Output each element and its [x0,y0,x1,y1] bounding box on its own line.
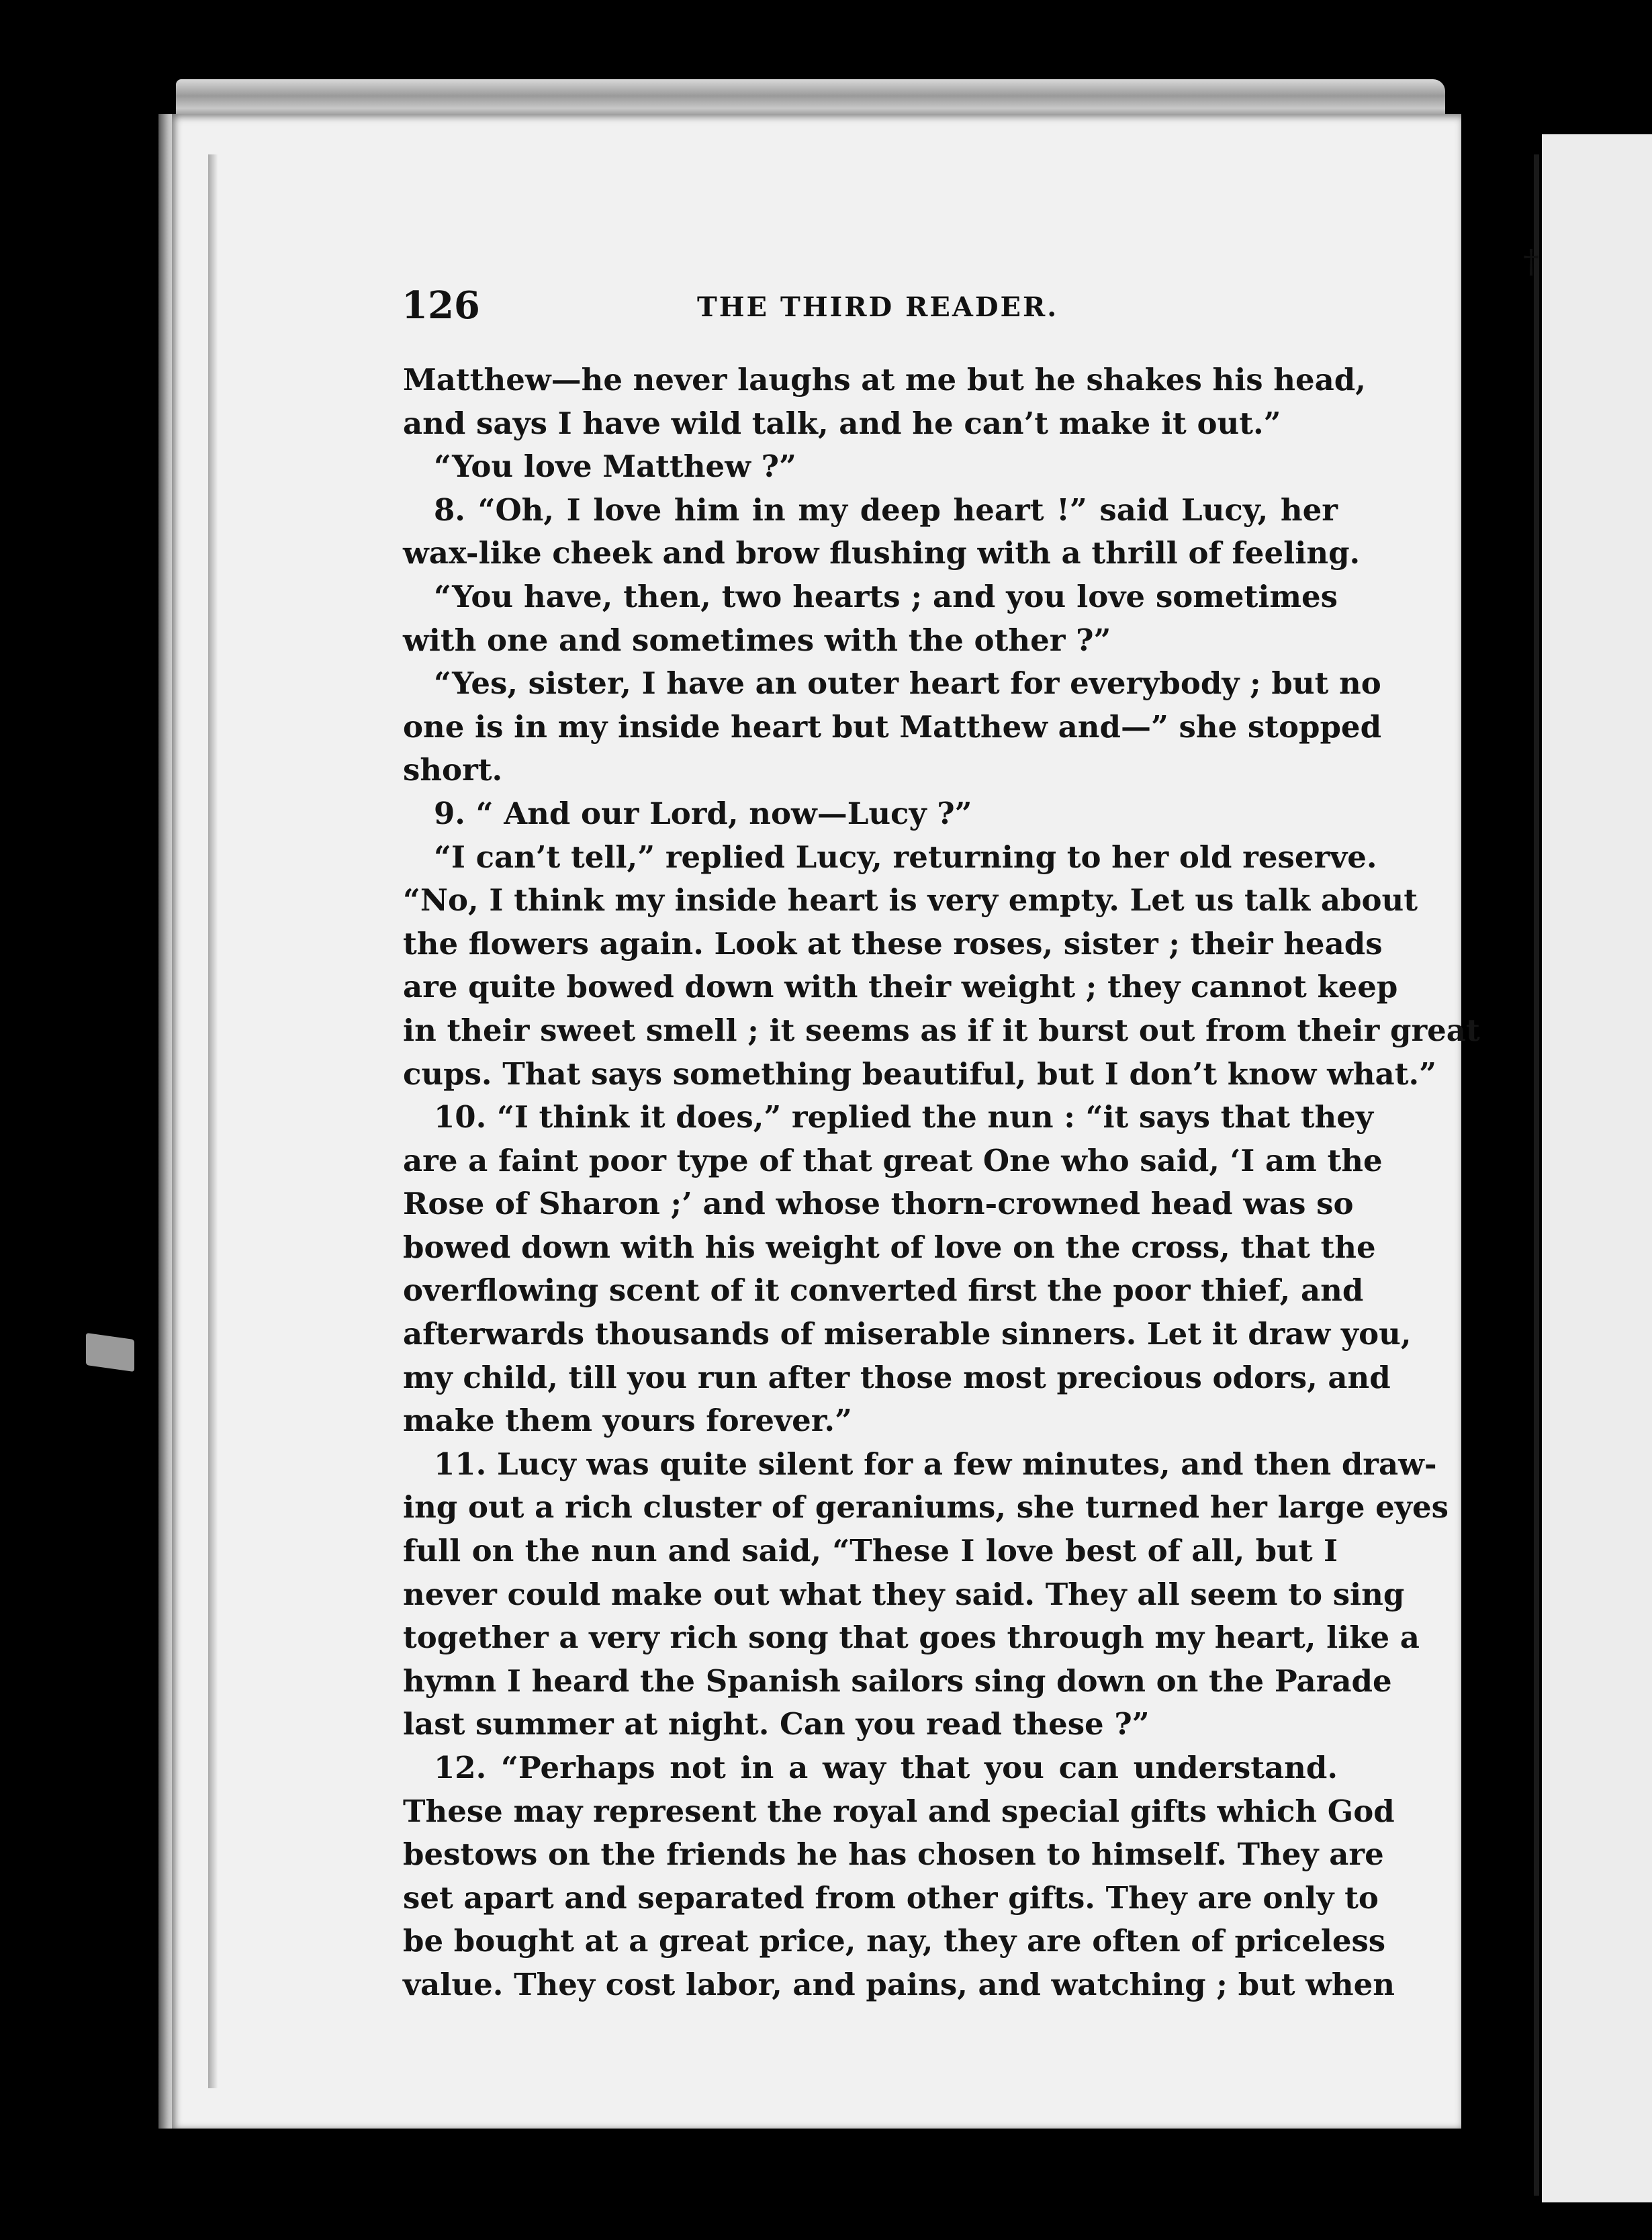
text-line: bestows on the friends he has chosen to himself. They are [403,1836,1384,1873]
text-line: Matthew—he never laughs at me but he shakes his head, [403,362,1366,398]
text-line: make them yours forever.” [403,1403,852,1439]
text-line: short. [403,752,503,788]
text-line: 8. “Oh, I love him in my deep heart !” said Lucy, her [434,492,1338,528]
text-line: 12. “Perhaps not in a way that you can understand. [434,1750,1338,1785]
text-line: are a faint poor type of that great One who said, ‘I am the [403,1142,1383,1178]
text-line: These may represent the royal and special gifts which God [403,1793,1395,1829]
text-line: with one and sometimes with the other ?” [403,622,1111,658]
gutter-shadow [1534,154,1539,2196]
text-line: and says I have wild talk, and he can’t make it out.” [403,405,1281,441]
text-line: 10. “I think it does,” replied the nun : “it says that they [434,1099,1374,1135]
body-text [403,359,1480,2007]
text-line: bowed down with his weight of love on the cross, that the [403,1229,1376,1265]
page-clip-icon [86,1333,134,1372]
text-line: my child, till you run after those most precious odors, and [403,1359,1391,1395]
text-line: the flowers again. Look at these roses, sister ; their heads [403,925,1383,962]
text-line: 11. Lucy was quite silent for a few minutes, and then draw- [434,1446,1437,1482]
text-line: Rose of Sharon ;’ and whose thorn-crowned head was so [403,1186,1354,1222]
text-line: in their sweet smell ; it seems as if it burst out from their great [403,1012,1480,1048]
text-line: afterwards thousands of miserable sinners. Let it draw you, [403,1316,1412,1352]
text-line: set apart and separated from other gifts. They are only to [403,1879,1379,1916]
running-head: THE THIRD READER. [697,291,1059,323]
text-line: “No, I think my inside heart is very empty. Let us talk about [403,882,1418,919]
text-line: one is in my inside heart but Matthew and—” she stopped [403,708,1382,745]
text-line: value. They cost labor, and pains, and watching ; but when [403,1966,1395,2002]
text-line: ing out a rich cluster of geraniums, she turned her large eyes [403,1489,1449,1526]
text-line: are quite bowed down with their weight ; they cannot keep [403,969,1398,1005]
text-line: hymn I heard the Spanish sailors sing down on the Parade [403,1663,1392,1699]
binding-tab-icon: † [1523,243,1539,281]
text-line: “Yes, sister, I have an outer heart for everybody ; but no [434,665,1381,702]
text-line: 9. “ And our Lord, now—Lucy ?” [434,795,972,831]
text-line: wax-like cheek and brow flushing with a thrill of feeling. [403,535,1361,571]
text-line: never could make out what they said. They all seem to sing [403,1576,1405,1612]
page-fold [208,154,218,2088]
adjacent-page [1542,134,1652,2202]
text-line: overflowing scent of it converted first the poor thief, and [403,1272,1364,1309]
page-header [402,282,1335,329]
text-line: be bought at a great price, nay, they are often of priceless [403,1923,1386,1959]
text-line: together a very rich song that goes through my heart, like a [403,1620,1420,1656]
text-line: cups. That says something beautiful, but I don’t know what.” [403,1056,1437,1092]
text-line: last summer at night. Can you read these ?” [403,1706,1150,1742]
text-line: “I can’t tell,” replied Lucy, returning to her old reserve. [434,839,1377,875]
text-line: “You love Matthew ?” [434,449,796,485]
text-line: “You have, then, two hearts ; and you love sometimes [434,578,1338,614]
page-number: 126 [402,283,480,328]
text-line: full on the nun and said, “These I love best of all, but I [403,1533,1338,1569]
